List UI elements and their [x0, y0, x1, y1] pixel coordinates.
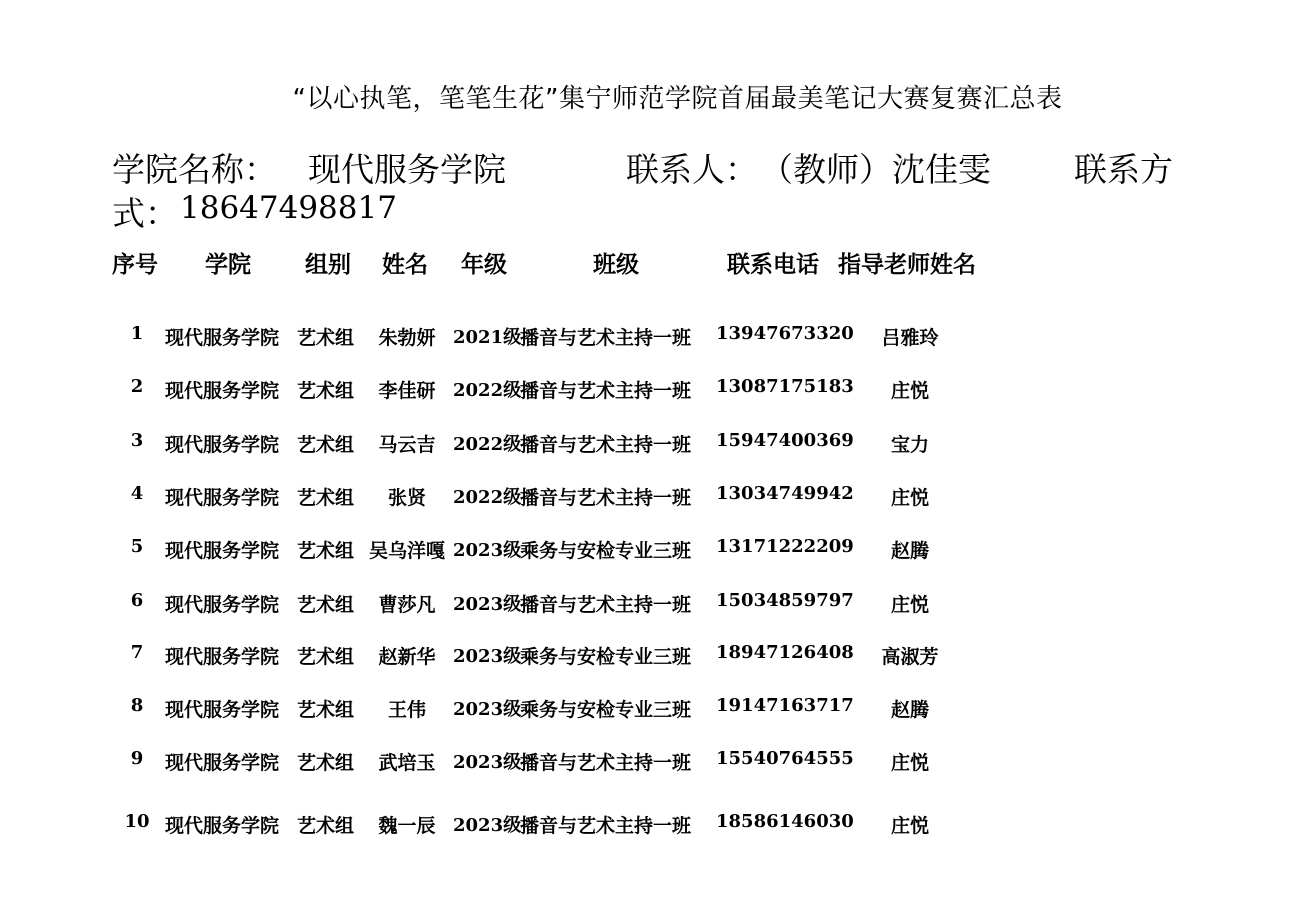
table-row: [0, 642, 1290, 672]
row-grade: 2023级: [453, 752, 522, 773]
row-no: 8: [130, 695, 144, 716]
row-group: 艺术组: [297, 487, 355, 509]
row-grade: 2022级: [453, 434, 522, 455]
table-row: [0, 430, 1290, 460]
row-no: 4: [130, 483, 144, 504]
header-class: 班级: [593, 252, 639, 278]
row-college: 现代服务学院: [165, 487, 280, 509]
header-name: 姓名: [382, 252, 428, 278]
row-no: 10: [124, 811, 150, 832]
table-row: [0, 483, 1290, 513]
row-group: 艺术组: [297, 699, 355, 721]
row-class: 播音与艺术主持一班: [520, 327, 692, 349]
row-grade: 2022级: [453, 380, 522, 401]
row-teacher: 庄悦: [890, 594, 929, 616]
row-college: 现代服务学院: [165, 327, 280, 349]
document-title: “以心执笔，笔笔生花”集宁师范学院首届最美笔记大赛复赛汇总表: [292, 84, 1063, 114]
row-class: 乘务与安检专业三班: [520, 646, 692, 668]
contact-value: （教师）沈佳雯: [760, 150, 991, 189]
row-college: 现代服务学院: [165, 699, 280, 721]
row-phone: 19147163717: [716, 695, 854, 716]
row-grade: 2023级: [453, 594, 522, 615]
table-row: [0, 695, 1290, 725]
contact-label: 联系人：: [626, 150, 758, 189]
row-no: 7: [130, 642, 144, 663]
row-college: 现代服务学院: [165, 752, 280, 774]
row-name: 朱勃妍: [378, 327, 436, 349]
row-teacher: 庄悦: [890, 487, 929, 509]
row-group: 艺术组: [297, 380, 355, 402]
header-college: 学院: [205, 252, 251, 278]
row-name: 曹莎凡: [378, 594, 436, 616]
row-teacher: 赵腾: [890, 540, 929, 562]
table-row: [0, 748, 1290, 778]
row-no: 9: [130, 748, 144, 769]
row-class: 乘务与安检专业三班: [520, 699, 692, 721]
row-college: 现代服务学院: [165, 815, 280, 837]
row-name: 赵新华: [378, 646, 436, 668]
row-class: 乘务与安检专业三班: [520, 540, 692, 562]
row-teacher: 庄悦: [890, 380, 929, 402]
row-name: 马云吉: [378, 434, 436, 456]
row-name: 吴乌洋嘎: [368, 540, 445, 562]
row-teacher: 高淑芳: [881, 646, 939, 668]
phone-label-part2: 式：: [112, 194, 178, 233]
row-no: 6: [130, 590, 144, 611]
row-college: 现代服务学院: [165, 540, 280, 562]
row-teacher: 庄悦: [890, 815, 929, 837]
row-grade: 2023级: [453, 815, 522, 836]
row-grade: 2023级: [453, 699, 522, 720]
row-teacher: 宝力: [890, 434, 929, 456]
row-no: 5: [130, 536, 144, 557]
row-name: 武培玉: [378, 752, 436, 774]
row-group: 艺术组: [297, 646, 355, 668]
table-row: [0, 536, 1290, 566]
row-group: 艺术组: [297, 434, 355, 456]
row-teacher: 庄悦: [890, 752, 929, 774]
row-name: 魏一辰: [378, 815, 436, 837]
row-group: 艺术组: [297, 540, 355, 562]
table-row: [0, 376, 1290, 406]
row-college: 现代服务学院: [165, 646, 280, 668]
row-college: 现代服务学院: [165, 434, 280, 456]
row-phone: 13947673320: [716, 323, 854, 344]
header-group: 组别: [305, 252, 351, 278]
header-no: 序号: [112, 252, 158, 278]
row-college: 现代服务学院: [165, 594, 280, 616]
phone-label-part1: 联系方: [1074, 150, 1173, 189]
row-grade: 2021级: [453, 327, 522, 348]
row-class: 播音与艺术主持一班: [520, 434, 692, 456]
row-grade: 2022级: [453, 487, 522, 508]
row-name: 李佳研: [378, 380, 436, 402]
row-no: 1: [130, 323, 144, 344]
row-teacher: 吕雅玲: [881, 327, 939, 349]
college-label: 学院名称：: [112, 150, 277, 189]
row-no: 2: [130, 376, 144, 397]
table-row: [0, 811, 1290, 841]
row-phone: 18586146030: [716, 811, 854, 832]
row-class: 播音与艺术主持一班: [520, 752, 692, 774]
header-phone: 联系电话: [727, 252, 819, 278]
row-class: 播音与艺术主持一班: [520, 815, 692, 837]
header-grade: 年级: [461, 252, 507, 278]
row-class: 播音与艺术主持一班: [520, 380, 692, 402]
row-group: 艺术组: [297, 594, 355, 616]
contact-phone-value: 18647498817: [180, 190, 397, 226]
row-college: 现代服务学院: [165, 380, 280, 402]
row-phone: 15947400369: [716, 430, 854, 451]
header-teacher: 指导老师姓名: [838, 252, 976, 278]
row-phone: 13087175183: [716, 376, 854, 397]
row-grade: 2023级: [453, 540, 522, 561]
college-value: 现代服务学院: [308, 150, 506, 189]
row-name: 王伟: [387, 699, 426, 721]
table-row: [0, 590, 1290, 620]
row-phone: 18947126408: [716, 642, 854, 663]
row-group: 艺术组: [297, 327, 355, 349]
row-group: 艺术组: [297, 752, 355, 774]
row-grade: 2023级: [453, 646, 522, 667]
row-phone: 15540764555: [716, 748, 854, 769]
row-name: 张贤: [387, 487, 426, 509]
table-row: [0, 323, 1290, 353]
row-phone: 13171222209: [716, 536, 854, 557]
row-teacher: 赵腾: [890, 699, 929, 721]
row-class: 播音与艺术主持一班: [520, 487, 692, 509]
row-class: 播音与艺术主持一班: [520, 594, 692, 616]
row-no: 3: [130, 430, 144, 451]
row-group: 艺术组: [297, 815, 355, 837]
row-phone: 15034859797: [716, 590, 854, 611]
row-phone: 13034749942: [716, 483, 854, 504]
